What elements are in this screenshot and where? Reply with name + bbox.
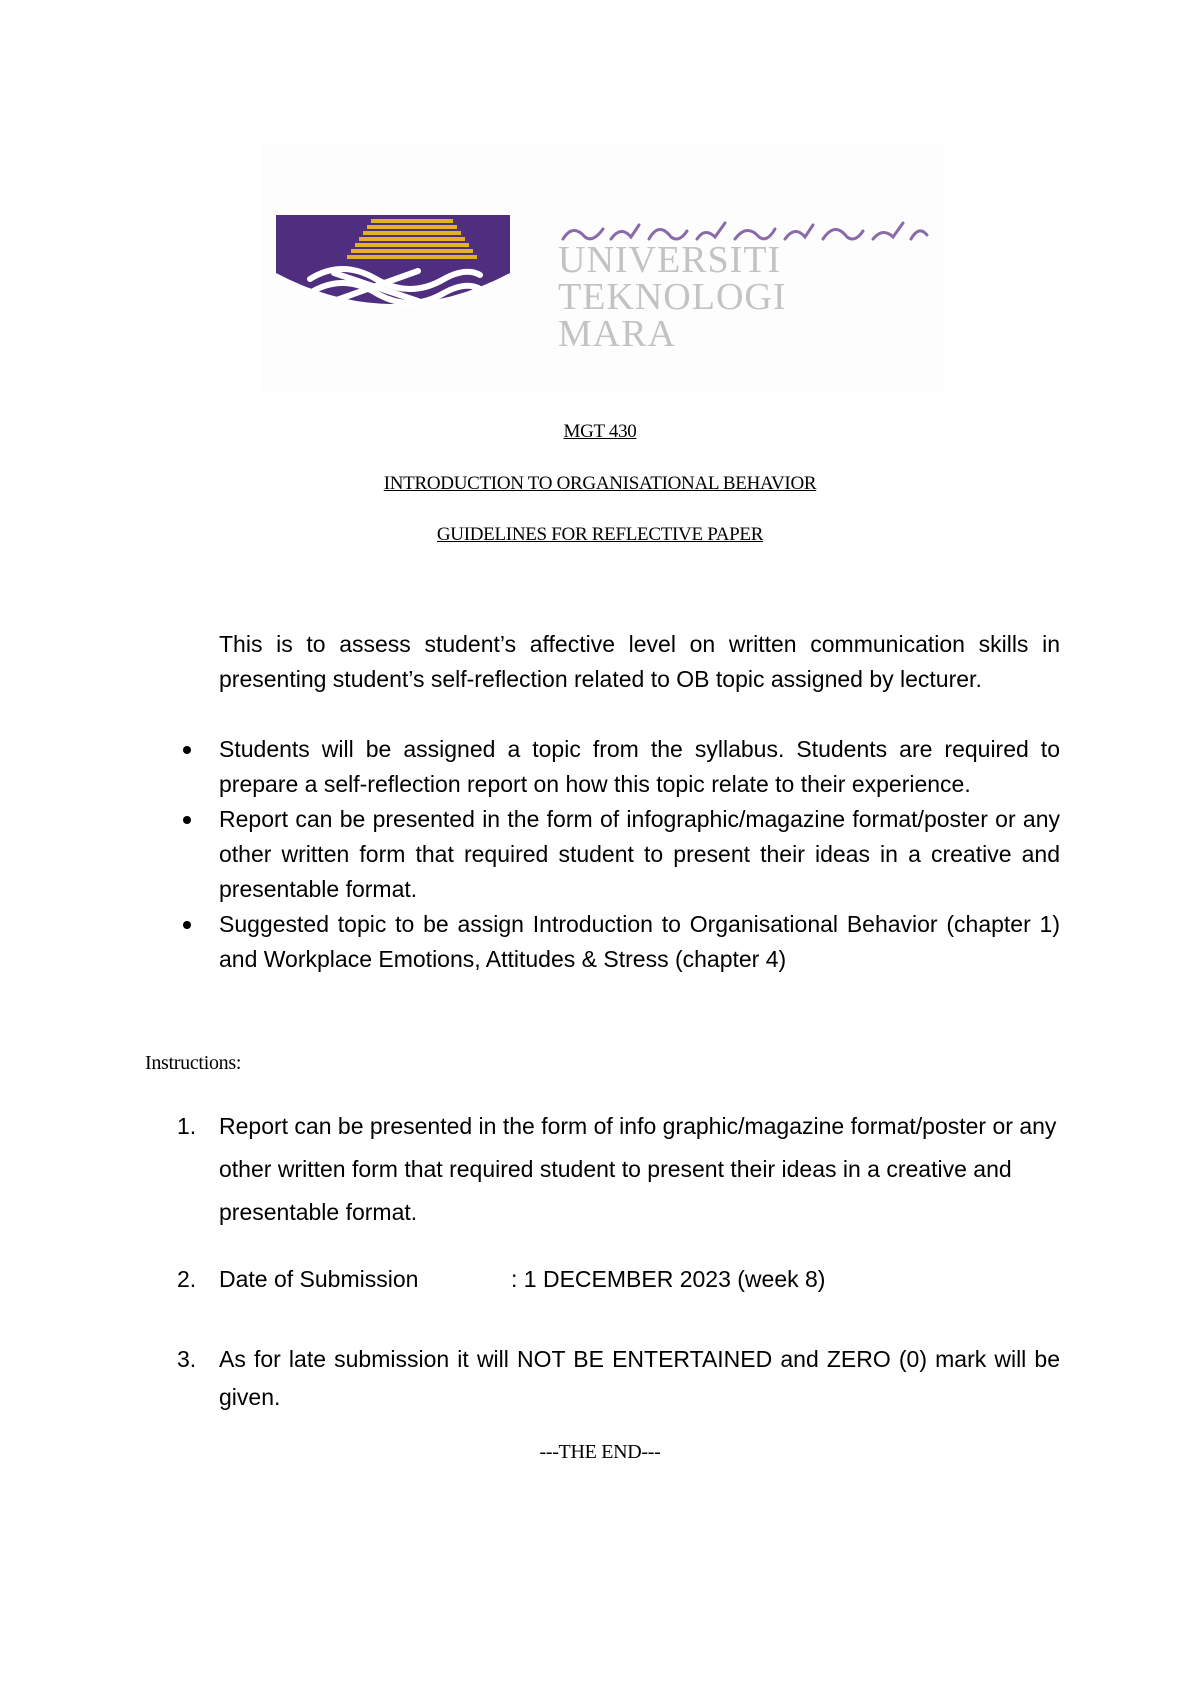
instruction-number: 2.: [177, 1266, 197, 1292]
bullet-dot-icon: [183, 921, 191, 929]
instruction-text: Report can be presented in the form of info graphic/magazine format/poster or any other written form that required student to present their ideas in a creative and presentable format.: [219, 1113, 1057, 1225]
bullet-text: Students will be assigned a topic from the syllabus. Students are required to prepare a self-reflection report on how this topic relate to their experience.: [219, 736, 1060, 797]
uitm-emblem-icon: [276, 215, 510, 311]
instructions-title: Instructions:: [145, 1052, 242, 1074]
course-title: INTRODUCTION TO ORGANISATIONAL BEHAVIOR: [383, 473, 817, 494]
bullet-item: [177, 907, 1060, 977]
bullet-item: [177, 732, 1060, 802]
instruction-item-3: [177, 1340, 1060, 1416]
university-logo: [262, 143, 944, 391]
instruction-item-1: [177, 1105, 1060, 1234]
logo-wordmark-line-2: TEKNOLOGI: [558, 276, 787, 318]
bullet-text: Suggested topic to be assign Introduction to Organisational Behavior (chapter 1) and Workplace Emotions, Attitudes & Stress (chapter 4): [219, 911, 1060, 972]
submission-date-value: : 1 DECEMBER 2023 (week 8): [511, 1266, 826, 1292]
instruction-item-2: [177, 1262, 1060, 1297]
instruction-number: 1.: [177, 1113, 197, 1139]
bullet-item: [177, 802, 1060, 907]
instruction-number: 3.: [177, 1346, 197, 1372]
bullet-dot-icon: [183, 816, 191, 824]
end-marker: ---THE END---: [539, 1441, 661, 1463]
instruction-text: As for late submission it will NOT BE ENTERTAINED and ZERO (0) mark will be given.: [219, 1346, 1060, 1410]
submission-date-label: Date of Submission: [219, 1266, 419, 1292]
bullet-dot-icon: [183, 746, 191, 754]
course-code: MGT 430: [563, 421, 637, 442]
bullet-text: Report can be presented in the form of infographic/magazine format/poster or any other written form that required student to present their ideas in a creative and presentable format.: [219, 806, 1060, 902]
document-title: GUIDELINES FOR REFLECTIVE PAPER: [436, 524, 764, 545]
submission-date-row: [219, 1262, 1060, 1297]
guideline-bullet-list: [177, 732, 1060, 977]
logo-wordmark-line-3: MARA: [558, 313, 677, 355]
logo-wordmark-line-1: UNIVERSITI: [558, 239, 782, 281]
intro-paragraph: This is to assess student’s affective level on written communication skills in presenting student’s self-reflection related to OB topic assigned by lecturer.: [219, 631, 1060, 692]
